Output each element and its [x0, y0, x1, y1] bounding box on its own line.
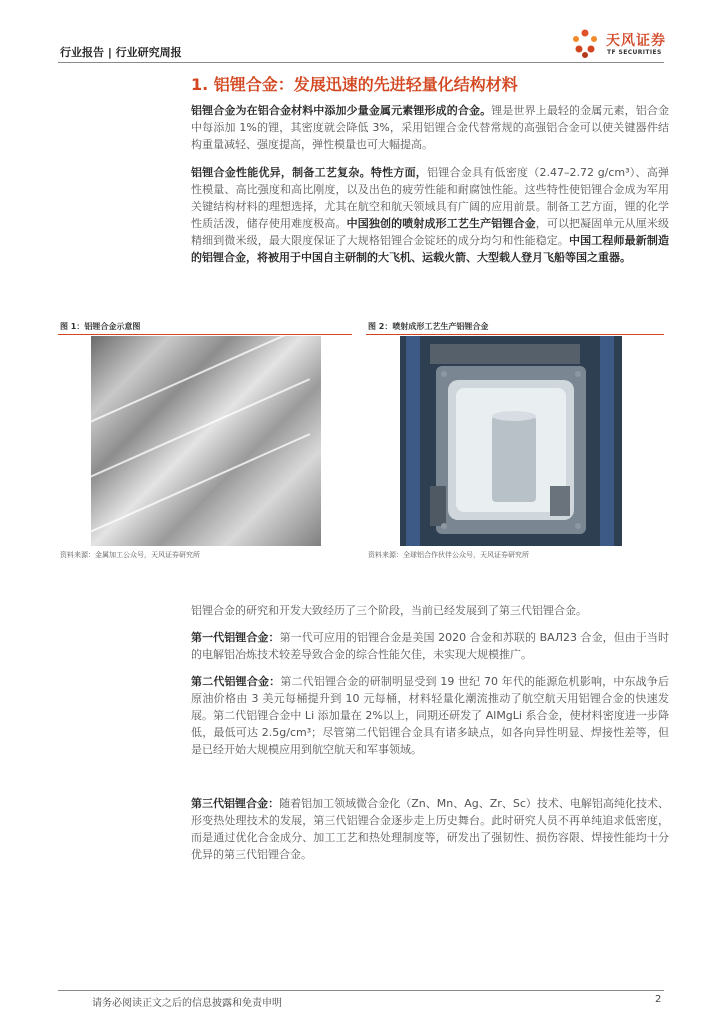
spray-forming-machine-illustration: [400, 336, 622, 546]
gen2-text: 第二代铝锂合金的研制明显受到 19 世纪 70 年代的能源危机影响，中东战争后原油价格由 3 美元每桶提升到 10 元每桶，材料轻量化潮流推动了航空航天用铝锂合金的快速发展。第二代铝锂合金中 Li 添加量在 2%以上，同期还研发了 AlMgLi 系合金，使材料密度进一步降低，最低可达 2.5g/cm³；尽管第二代铝锂合金具有诸多缺点，如各向异性明显、焊接性差等，但是已经开始大规模应用到航空航天和军事领域。: [191, 675, 670, 756]
intro-p1-lead: 铝锂合金为在铝合金材料中添加少量金属元素锂形成的合金。: [191, 104, 492, 117]
intro-paragraph-1: [191, 102, 669, 153]
metal-sheen: [91, 336, 310, 431]
logo-text-en: TF SECURITIES: [607, 49, 662, 56]
metal-sheen: [91, 378, 310, 486]
gen2-heading: 第二代铝锂合金：: [191, 675, 281, 688]
gen3-heading: 第三代铝锂合金：: [191, 797, 280, 810]
gen3-text: 随着铝加工领域微合金化（Zn、Mn、Ag、Zr、Sc）技术、电解铝高纯化技术、形变热处理技术的发展，第三代铝锂合金逐步走上历史舞台。此时研究人员不再单纯追求低密度，而是通过优化合金成分、加工工艺和热处理制度等，研发出了强韧性、损伤容限、焊接性能均十分优异的第三代铝锂合金。: [191, 797, 669, 861]
footer-disclaimer: 请务必阅读正文之后的信息披露和免责申明: [92, 998, 282, 1009]
intro-p2-body-b: ，可以把凝固单元从厘米级精细到微米级，最大限度保证了大规格铝锂合金锭坯的成分均匀和性能稳定。: [191, 217, 670, 247]
figure-1-image: [91, 336, 321, 546]
intro-p2-lead: 铝锂合金性能优异，制备工艺复杂。特性方面，: [191, 166, 428, 179]
figure-2-image: [400, 336, 622, 546]
metal-sheen: [91, 433, 310, 541]
body-paragraph-gen1: [191, 629, 669, 663]
intro-paragraph-2: [191, 164, 669, 266]
footer-divider: [58, 990, 664, 991]
body-paragraph-gen3: [191, 795, 669, 863]
gen1-text: 第一代可应用的铝锂合金是美国 2020 合金和苏联的 BAЛ23 合金，但由于当时的电解铝冶炼技术较差导致合金的综合性能欠佳，未实现大规模推广。: [191, 631, 670, 661]
logo-text-cn: 天风证券: [606, 33, 666, 49]
report-category: 行业报告 | 行业研究周报: [60, 46, 182, 59]
figure-1-source: 资料来源：金属加工公众号，天风证券研究所: [60, 551, 200, 559]
figure-2-caption: 图 2：喷射成形工艺生产铝锂合金: [368, 322, 489, 331]
intro-p2-body-a: 铝锂合金具有低密度（2.47–2.72 g/cm³）、高弹性模量、高比强度和高比刚度，以及出色的疲劳性能和耐腐蚀性能。这些特性使铝锂合金成为军用关键结构材料的理想选择，尤其在航空和航天领域具有广阔的应用前景。制备工艺方面，锂的化学性质活泼，储存使用难度极高。: [191, 166, 670, 230]
body-paragraph-gen2: [191, 673, 669, 758]
page-number: 2: [655, 994, 662, 1005]
gen1-heading: 第一代铝锂合金：: [191, 631, 280, 644]
body-paragraph-overview: 铝锂合金的研究和开发大致经历了三个阶段，当前已经发展到了第三代铝锂合金。: [191, 604, 587, 617]
figure-1-caption: 图 1：铝锂合金示意图: [60, 322, 141, 331]
intro-p2-highlight-b: 中国独创的喷射成形工艺生产铝锂合金: [346, 217, 536, 230]
figure-2-source: 资料来源：全球铝合作伙伴公众号，天风证券研究所: [368, 551, 529, 559]
company-logo: [568, 26, 678, 60]
intro-p1-body: 锂是世界上最轻的金属元素，铝合金中每添加 1%的锂，其密度就会降低 3%，采用铝锂合金代替常规的高强铝合金可以使关键器件结构重量减轻、强度提高，弹性模量也可大幅提高。: [191, 104, 670, 151]
intro-p2-highlight-c: 中国工程师最新制造的铝锂合金，将被用于中国自主研制的大飞机、运载火箭、大型载人登月飞船等国之重器。: [191, 234, 669, 264]
figure-2-rule: [366, 334, 664, 335]
header-divider: [58, 62, 664, 63]
figure-1-rule: [58, 334, 352, 335]
logo-mark-icon: [568, 26, 602, 60]
section-title: 1. 铝锂合金：发展迅速的先进轻量化结构材料: [191, 75, 518, 94]
